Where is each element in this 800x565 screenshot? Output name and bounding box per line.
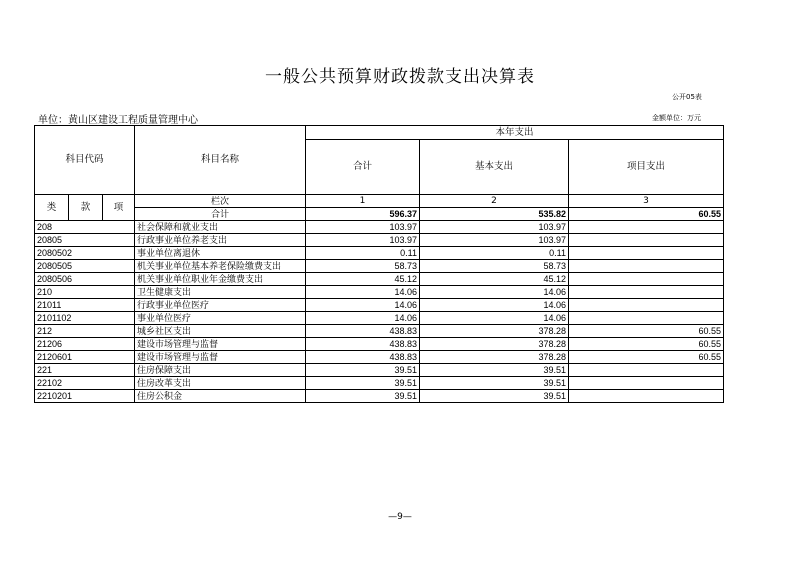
subject-code-cell: 212 [35,325,135,338]
subject-code-cell: 2080505 [35,260,135,273]
subject-name-cell: 行政事业单位医疗 [135,299,306,312]
header-current-year-expenditure: 本年支出 [306,126,724,140]
total-row-total: 596.37 [306,208,420,221]
subject-name-cell: 机关事业单位基本养老保险缴费支出 [135,260,306,273]
total-cell: 39.51 [306,377,420,390]
total-cell: 103.97 [306,234,420,247]
table-row [35,351,724,364]
project-cell [569,390,724,403]
project-cell: 60.55 [569,338,724,351]
basic-cell: 14.06 [420,312,569,325]
subject-code-cell: 2080506 [35,273,135,286]
basic-cell: 0.11 [420,247,569,260]
total-cell: 58.73 [306,260,420,273]
subject-name-cell: 住房改革支出 [135,377,306,390]
subject-code-cell: 21011 [35,299,135,312]
project-cell [569,364,724,377]
basic-cell: 39.51 [420,377,569,390]
project-cell: 60.55 [569,351,724,364]
project-cell [569,247,724,260]
table-row [35,260,724,273]
table-row [35,364,724,377]
basic-cell: 378.28 [420,325,569,338]
table-row [35,234,724,247]
project-cell [569,312,724,325]
table-row [35,325,724,338]
total-row-project: 60.55 [569,208,724,221]
subject-code-cell: 208 [35,221,135,234]
page-number: —9— [388,512,412,522]
subject-code-cell: 2080502 [35,247,135,260]
project-cell [569,377,724,390]
subject-code-cell: 20805 [35,234,135,247]
header-subject-code: 科目代码 [35,126,135,195]
basic-cell: 14.06 [420,286,569,299]
subject-code-cell: 2210201 [35,390,135,403]
header-kuan: 款 [69,195,103,221]
total-cell: 45.12 [306,273,420,286]
project-cell [569,286,724,299]
column-number-3: 3 [569,195,724,208]
table-row [35,221,724,234]
subject-code-cell: 22102 [35,377,135,390]
subject-name-cell: 社会保障和就业支出 [135,221,306,234]
total-cell: 0.11 [306,247,420,260]
basic-cell: 39.51 [420,364,569,377]
subject-code-cell: 221 [35,364,135,377]
total-cell: 14.06 [306,312,420,325]
table-row [35,286,724,299]
column-number-1: 1 [306,195,420,208]
project-cell [569,273,724,286]
header-subject-name: 科目名称 [135,126,306,195]
total-cell: 438.83 [306,325,420,338]
total-cell: 14.06 [306,286,420,299]
subject-code-cell: 210 [35,286,135,299]
total-cell: 39.51 [306,364,420,377]
header-total: 合计 [306,140,420,195]
project-cell [569,299,724,312]
header-xiang: 项 [103,195,135,221]
project-cell [569,234,724,247]
total-cell: 438.83 [306,338,420,351]
table-row [35,390,724,403]
basic-cell: 14.06 [420,299,569,312]
total-row-basic: 535.82 [420,208,569,221]
total-row-label: 合计 [135,208,306,221]
subject-name-cell: 卫生健康支出 [135,286,306,299]
header-column-number-label: 栏次 [135,195,306,208]
form-number: 公开05表 [672,93,702,101]
basic-cell: 378.28 [420,338,569,351]
money-unit: 金额单位：万元 [652,114,701,122]
table-row [35,273,724,286]
subject-name-cell: 住房保障支出 [135,364,306,377]
header-basic: 基本支出 [420,140,569,195]
table-row [35,247,724,260]
header-project: 项目支出 [569,140,724,195]
basic-cell: 378.28 [420,351,569,364]
table-row [35,377,724,390]
project-cell [569,221,724,234]
table-row [35,338,724,351]
basic-cell: 103.97 [420,234,569,247]
subject-code-cell: 21206 [35,338,135,351]
total-cell: 39.51 [306,390,420,403]
project-cell [569,260,724,273]
subject-name-cell: 事业单位医疗 [135,312,306,325]
total-cell: 14.06 [306,299,420,312]
subject-name-cell: 建设市场管理与监督 [135,338,306,351]
subject-code-cell: 2120601 [35,351,135,364]
subject-code-cell: 2101102 [35,312,135,325]
basic-cell: 45.12 [420,273,569,286]
subject-name-cell: 住房公积金 [135,390,306,403]
basic-cell: 103.97 [420,221,569,234]
subject-name-cell: 事业单位离退休 [135,247,306,260]
reporting-unit: 单位：黄山区建设工程质量管理中心 [38,115,198,126]
subject-name-cell: 建设市场管理与监督 [135,351,306,364]
basic-cell: 39.51 [420,390,569,403]
subject-name-cell: 城乡社区支出 [135,325,306,338]
table-row [35,299,724,312]
expenditure-table [34,125,724,403]
project-cell: 60.55 [569,325,724,338]
subject-name-cell: 机关事业单位职业年金缴费支出 [135,273,306,286]
total-cell: 103.97 [306,221,420,234]
column-number-2: 2 [420,195,569,208]
report-title: 一般公共预算财政拨款支出决算表 [265,67,535,87]
total-cell: 438.83 [306,351,420,364]
basic-cell: 58.73 [420,260,569,273]
table-row [35,312,724,325]
header-lei: 类 [35,195,69,221]
subject-name-cell: 行政事业单位养老支出 [135,234,306,247]
